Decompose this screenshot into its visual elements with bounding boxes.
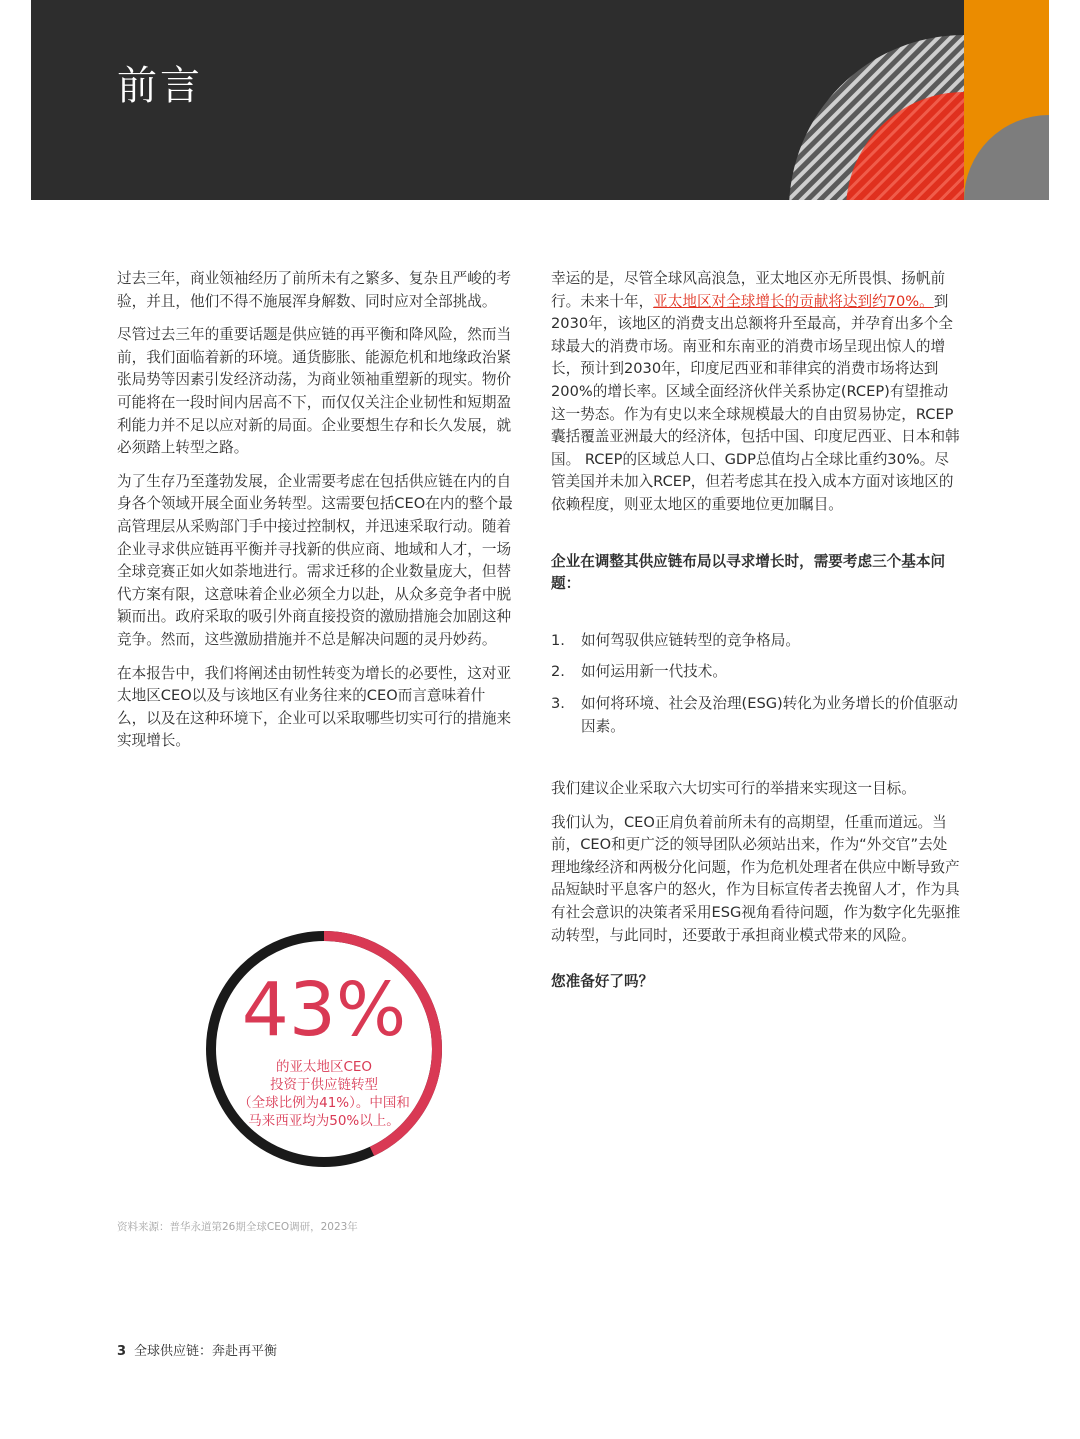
apac-growth-text-after: 到2030年，该地区的消费支出总额将升至最高，并孕育出多个全球最大的消费市场。南亚和东南亚的消费市场呈现出惊人的增长，预计到2030年，印度尼西亚和菲律宾的消费市场将达到200%的增长率。区域全面经济伙伴关系协定(RCEP)有望推动这一势态。作为有史以来全球规模最大的自由贸易协定，RCEP囊括覆盖亚洲最大的经济体，包括中国、印度尼西亚、日本和韩国。 RCEP的区域总人口、GDP总值均占全球比重约30%。尽管美国并未加入RCEP，但若考虑其在投入成本方面对该地区的依赖程度，则亚太地区的重要地位更加瞩目。 [551,292,960,513]
list-item [551,630,961,653]
list-item [551,661,961,684]
apac-growth-link[interactable]: 亚太地区对全球增长的贡献将达到约70%。 [653,292,934,310]
stat-caption-line: 的亚太地区CEO [275,1059,373,1075]
stat-caption-line: 投资于供应链转型 [270,1077,378,1093]
list-item [551,693,961,738]
left-column [117,268,513,764]
intro-paragraph-4: 在本报告中，我们将阐述由韧性转变为增长的必要性，这对亚太地区CEO以及与该地区有业务往来的CEO而言意味着什么，以及在这种环境下，企业可以采取哪些切实可行的措施来实现增长。 [117,664,512,750]
page-footer [117,1340,277,1359]
apac-growth-text-before: 幸运的是，尽管全球风高浪急，亚太地区亦无所畏惧、扬帆前行。未来十年， [551,270,946,310]
stat-caption-line: （全球比例为41%）。中国和 [238,1095,410,1111]
intro-paragraph-2: 尽管过去三年的重要话题是供应链的再平衡和降风险，然而当前，我们面临着新的环境。通货膨胀、能源危机和地缘政治紧张局势等因素引发经济动荡，为商业领袖重塑新的现实。物价可能将在一段时间内居高不下，而仅仅关注企业韧性和短期盈利能力并不足以应对新的局面。企业要想生存和长久发展，就必须踏上转型之路。 [117,326,512,457]
questions-heading: 企业在调整其供应链布局以寻求增长时，需要考虑三个基本问题： [551,552,946,593]
page-number: 3 [117,1344,127,1359]
list-item-number: 3. [551,694,565,712]
header-banner [31,0,1049,200]
stat-caption [214,1058,434,1130]
questions-list [551,630,961,738]
intro-paragraph-3: 为了生存乃至蓬勃发展，企业需要考虑在包括供应链在内的自身各个领域开展全面业务转型。这需要包括CEO在内的整个最高管理层从采购部门手中接过控制权，并迅速采取行动。随着企业寻求供应链再平衡并寻找新的供应商、地域和人才，一场全球竞赛正如火如荼地进行。需求迁移的企业数量庞大，但替代方案有限，这意味着企业必须全力以赴，从众多竞争者中脱颖而出。政府采取的吸引外商直接投资的激励措施会加剧这种竞争。然而，这些激励措施并不总是解决问题的灵丹妙药。 [117,472,513,648]
intro-paragraph-1: 过去三年，商业领袖经历了前所未有之繁多、复杂且严峻的考验，并且，他们不得不施展浑身解数、同时应对全部挑战。 [117,270,512,310]
list-item-number: 1. [551,631,565,649]
footer-title: 全球供应链：奔赴再平衡 [134,1344,278,1359]
right-column [551,268,961,1005]
closing-question: 您准备好了吗？ [551,973,654,991]
list-item-number: 2. [551,663,565,681]
source-note: 资料来源：普华永道第26期全球CEO调研，2023年 [117,1221,358,1233]
stat-value: 43% [241,967,407,1053]
list-item-text: 如何运用新一代技术。 [581,663,727,681]
page-title: 前言 [117,63,203,109]
ceo-role-paragraph: 我们认为，CEO正肩负着前所未有的高期望，任重而道远。当前，CEO和更广泛的领导团队必须站出来，作为“外交官”去处理地缘经济和两极分化问题，作为危机处理者在供应中断导致产品短缺时平息客户的怒火，作为目标宣传者去挽留人才，作为具有社会意识的决策者采用ESG视角看待问题，作为数字化先驱推动转型，与此同时，还要敢于承担商业模式带来的风险。 [551,813,961,944]
apac-growth-paragraph [551,268,961,517]
recommendation-paragraph: 我们建议企业采取六大切实可行的举措来实现这一目标。 [551,780,916,798]
stat-caption-line: 马来西亚均为50%以上。 [248,1113,400,1129]
list-item-text: 如何驾驭供应链转型的竞争格局。 [581,631,800,649]
list-item-text: 如何将环境、社会及治理(ESG)转化为业务增长的价值驱动因素。 [581,694,958,735]
